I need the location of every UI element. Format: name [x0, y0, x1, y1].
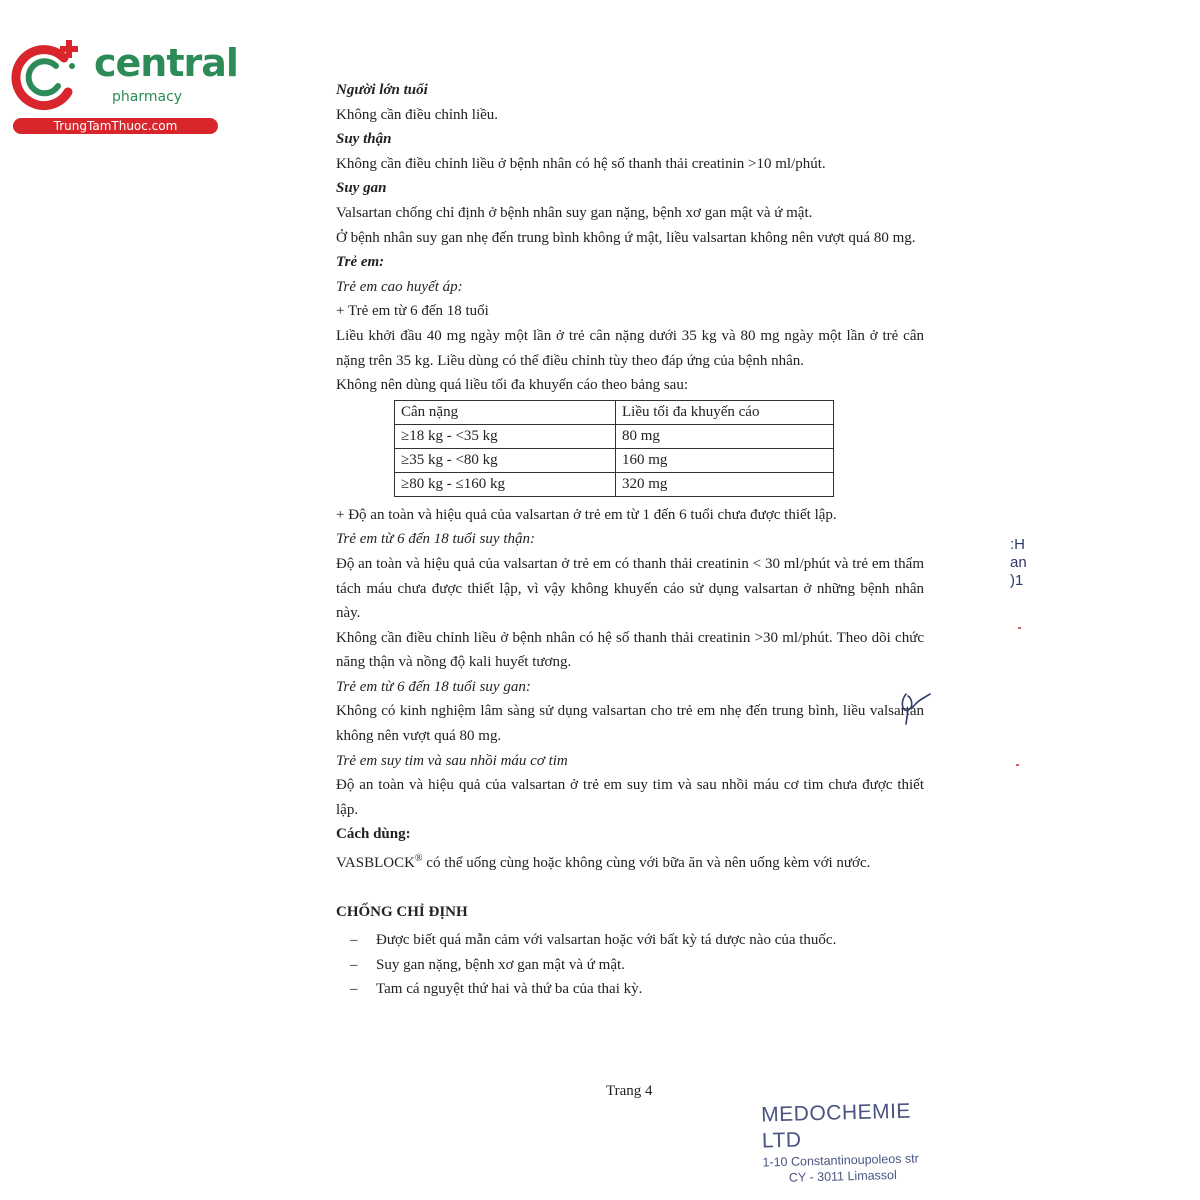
renal-children-text-1: Độ an toàn và hiệu quả của valsartan ở trẻ em có thanh thải creatinin < 30 ml/phút và trẻ em thẩm tách máu chưa được thiết lập, vì vậy không khuyến cáo sử dụng valsartan ở những bệnh nhân này.: [336, 555, 924, 622]
table-cell-weight: ≥80 kg - ≤160 kg: [395, 472, 616, 496]
decorative-dot: [1018, 627, 1021, 629]
renal-heading: Suy thận: [336, 131, 392, 148]
heart-failure-heading: Trẻ em suy tim và sau nhồi máu cơ tim: [336, 752, 568, 769]
page-number: Trang 4: [606, 1083, 653, 1099]
list-dash: –: [350, 956, 358, 973]
table-row: [395, 424, 834, 448]
list-dash: –: [350, 932, 358, 949]
edge-mark-line: )1: [1010, 572, 1024, 589]
table-cell-dose: 320 mg: [616, 472, 834, 496]
hepatic-text-1: Valsartan chống chỉ định ở bệnh nhân suy gan nặng, bệnh xơ gan mật và ứ mật.: [336, 204, 813, 221]
signature-mark-icon: [896, 688, 940, 728]
hepatic-children-text: Không có kinh nghiệm lâm sàng sử dụng valsartan cho trẻ em nhẹ đến trung bình, liều valsartan không nên vượt quá 80 mg.: [336, 703, 924, 745]
central-pharmacy-logo-icon: [8, 36, 92, 116]
renal-children-heading: Trẻ em từ 6 đến 18 tuổi suy thận:: [336, 531, 535, 548]
table-header-row: [395, 400, 834, 424]
company-stamp: [761, 1098, 953, 1187]
usage-instructions: có thể uống cùng hoặc không cùng với bữa ăn và nên uống kèm với nước.: [422, 855, 871, 872]
table-cell-weight: ≥18 kg - <35 kg: [395, 424, 616, 448]
usage-text: [336, 847, 924, 876]
stamp-address: 1-10 Constantinoupoleos str: [762, 1151, 919, 1170]
table-cell-dose: 80 mg: [616, 424, 834, 448]
edge-stamp-fragment: [1010, 536, 1027, 590]
registered-mark: ®: [414, 853, 423, 865]
contraindications-heading: CHỐNG CHỈ ĐỊNH: [336, 903, 468, 920]
table-cell-dose: 160 mg: [616, 448, 834, 472]
decorative-dot: [1016, 764, 1019, 766]
table-row: [395, 448, 834, 472]
list-item-text: Được biết quá mẫn cảm với valsartan hoặc với bất kỳ tá dược nào của thuốc.: [376, 932, 837, 949]
list-item: [336, 977, 924, 1002]
list-item-text: Tam cá nguyệt thứ hai và thứ ba của thai kỳ.: [376, 981, 643, 998]
logo-sub-text: pharmacy: [112, 89, 183, 105]
table-intro: Không nên dùng quá liều tối đa khuyến cáo theo bảng sau:: [336, 377, 689, 394]
starting-dose-text: Liều khởi đầu 40 mg ngày một lần ở trẻ cân nặng dưới 35 kg và 80 mg ngày một lần ở trẻ cân nặng trên 35 kg. Liều dùng có thể điều chỉnh tùy theo đáp ứng của bệnh nhân.: [336, 327, 924, 369]
edge-mark-line: an: [1010, 554, 1027, 571]
edge-mark-line: :H: [1010, 536, 1025, 553]
contraindications-list: [336, 928, 924, 1002]
hepatic-heading: Suy gan: [336, 180, 387, 197]
children-heading: Trẻ em:: [336, 254, 385, 271]
table-header-max-dose: Liều tối đa khuyến cáo: [616, 400, 834, 424]
logo-brand-text: central: [94, 41, 238, 85]
children-hypertension-heading: Trẻ em cao huyết áp:: [336, 278, 463, 295]
usage-brand: VASBLOCK: [336, 855, 415, 872]
heart-failure-text: Độ an toàn và hiệu quả của valsartan ở trẻ em suy tim và sau nhồi máu cơ tim chưa được thiết lập.: [336, 777, 924, 818]
max-dose-table: [394, 400, 834, 497]
stamp-city: CY - 3011 Limassol: [788, 1167, 897, 1185]
children-6-18-item: + Trẻ em từ 6 đến 18 tuổi: [336, 303, 489, 320]
stamp-company-name: MEDOCHEMIE LTD: [760, 1099, 912, 1153]
list-item-text: Suy gan nặng, bệnh xơ gan mật và ứ mật.: [376, 956, 625, 973]
hepatic-children-heading: Trẻ em từ 6 đến 18 tuổi suy gan:: [336, 678, 531, 695]
elderly-text: Không cần điều chỉnh liều.: [336, 106, 499, 123]
usage-heading: Cách dùng:: [336, 826, 411, 843]
hepatic-text-2: Ở bệnh nhân suy gan nhẹ đến trung bình không ứ mật, liều valsartan không nên vượt quá 80 mg.: [336, 229, 916, 246]
elderly-heading: Người lớn tuổi: [336, 82, 428, 98]
table-row: [395, 472, 834, 496]
list-dash: –: [350, 981, 358, 998]
table-header-weight: Cân nặng: [395, 400, 616, 424]
safety-1-6-text: + Độ an toàn và hiệu quả của valsartan ở trẻ em từ 1 đến 6 tuổi chưa được thiết lập.: [336, 506, 837, 523]
central-pharmacy-logo: [8, 36, 238, 136]
logo-website-link[interactable]: TrungTamThuoc.com: [13, 118, 218, 134]
table-cell-weight: ≥35 kg - <80 kg: [395, 448, 616, 472]
list-item: [336, 953, 924, 978]
list-item: [336, 928, 924, 953]
document-page-body: [336, 78, 924, 1002]
renal-text: Không cần điều chỉnh liều ở bệnh nhân có hệ số thanh thải creatinin >10 ml/phút.: [336, 155, 826, 172]
renal-children-text-2: Không cần điều chỉnh liều ở bệnh nhân có hệ số thanh thải creatinin >30 ml/phút. Theo dõi chức năng thận và nồng độ kali huyết tương.: [336, 629, 924, 671]
